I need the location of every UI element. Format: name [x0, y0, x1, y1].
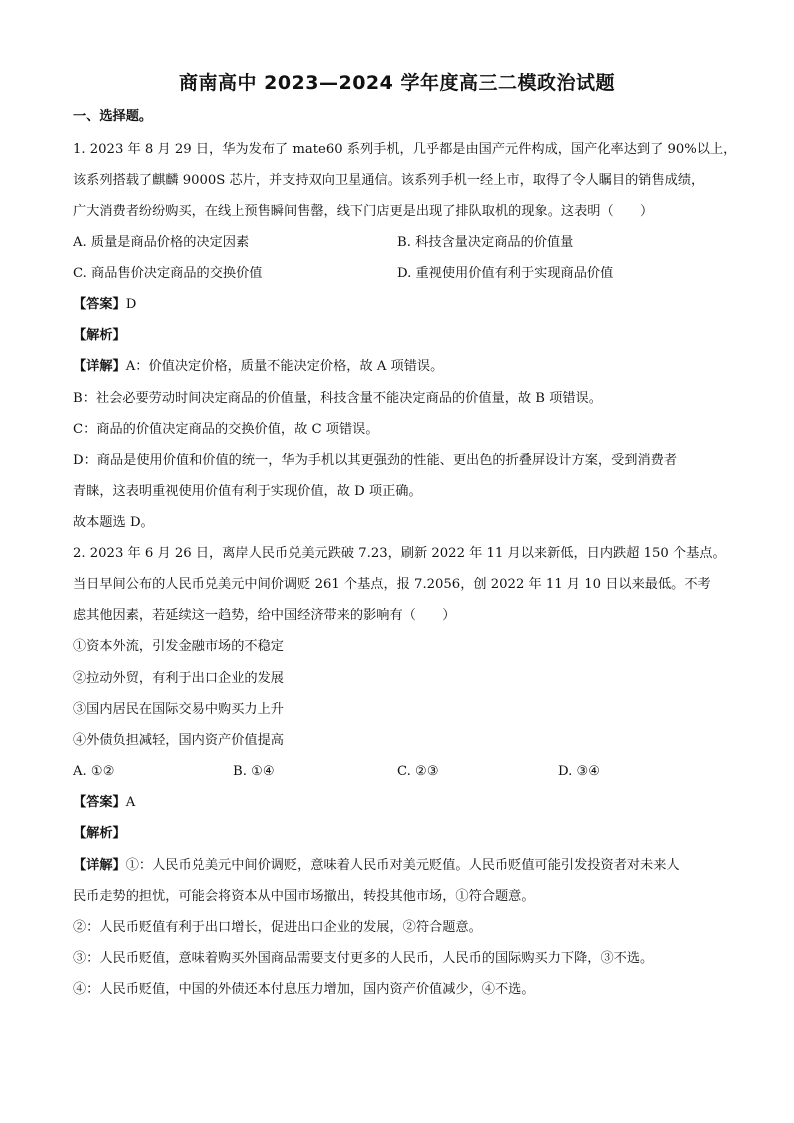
- q1-detail-line: [73, 358, 733, 376]
- q1-option-d: D. 重视使用价值有利于实现商品价值: [397, 266, 614, 281]
- q2-option-b: B. ①④: [233, 764, 275, 779]
- q2-option-d: D. ③④: [558, 764, 601, 779]
- detail-text: ①：人民币兑美元中间价调贬，意味着人民币对美元贬值。人民币贬值可能引发投资者对未来人: [125, 858, 680, 873]
- answer-value: A: [125, 795, 136, 810]
- q2-detail-line: 民币走势的担忧，可能会将资本从中国市场撤出，转投其他市场，①符合题意。: [73, 889, 535, 904]
- q2-detail-line: ④：人民币贬值，中国的外债还本付息压力增加，国内资产价值减少，④不选。: [73, 982, 535, 997]
- answer-label: 【答案】: [73, 297, 126, 312]
- q1-stem-line: 广大消费者纷纷购买，在线上预售瞬间售罄，线下门店更是出现了排队取机的现象。这表明（ ）: [73, 204, 654, 219]
- q2-item-2: ②拉动外贸，有利于出口企业的发展: [73, 671, 284, 686]
- q1-option-b: B. 科技含量决定商品的价值量: [397, 235, 574, 250]
- q2-item-3: ③国内居民在国际交易中购买力上升: [73, 702, 284, 717]
- detail-label: 【详解】: [73, 858, 126, 873]
- q2-detail-line: [73, 857, 733, 875]
- answer-label: 【答案】: [73, 795, 126, 810]
- q2-answer: [73, 794, 733, 812]
- q2-item-1: ①资本外流，引发金融市场的不稳定: [73, 639, 284, 654]
- q2-item-4: ④外债负担减轻，国内资产价值提高: [73, 733, 284, 748]
- q2-detail-line: ②：人民币贬值有利于出口增长，促进出口企业的发展，②符合题意。: [73, 920, 482, 935]
- q2-analysis-label: 【解析】: [73, 826, 126, 841]
- q1-stem-line: 1. 2023 年 8 月 29 日，华为发布了 mate60 系列手机，几乎都是由国产元件构成，国产化率达到了 90%以上，: [73, 142, 737, 157]
- q1-detail-line: C：商品的价值决定商品的交换价值，故 C 项错误。: [73, 422, 379, 437]
- q2-option-a: A. ①②: [73, 764, 115, 779]
- q1-detail-line: D：商品是使用价值和价值的统一，华为手机以其更强劲的性能、更出色的折叠屏设计方案，受到消费者: [73, 453, 678, 468]
- q1-conclusion: 故本题选 D。: [73, 515, 154, 530]
- q1-option-a: A. 质量是商品价格的决定因素: [73, 235, 250, 250]
- exam-title: 商南高中 2023—2024 学年度高三二模政治试题: [179, 72, 615, 94]
- q2-stem-line: 虑其他因素，若延续这一趋势，给中国经济带来的影响有（ ）: [73, 608, 456, 623]
- detail-label: 【详解】: [73, 359, 126, 374]
- q1-detail-line: 青睐，这表明重视使用价值有利于实现价值，故 D 项正确。: [73, 484, 422, 499]
- q2-detail-line: ③：人民币贬值，意味着购买外国商品需要支付更多的人民币，人民币的国际购买力下降，③不选。: [73, 951, 654, 966]
- answer-value: D: [125, 297, 137, 312]
- q1-stem-line: 该系列搭载了麒麟 9000S 芯片，并支持双向卫星通信。该系列手机一经上市，取得了令人瞩目的销售成绩，: [73, 173, 705, 188]
- q2-stem-line: 2. 2023 年 6 月 26 日，离岸人民币兑美元跌破 7.23，刷新 2022 年 11 月以来新低，日内跌超 150 个基点。: [73, 546, 726, 561]
- detail-text: A：价值决定价格，质量不能决定价格，故 A 项错误。: [125, 359, 444, 374]
- q1-detail-line: B：社会必要劳动时间决定商品的价值量，科技含量不能决定商品的价值量，故 B 项错误。: [73, 391, 602, 406]
- q1-analysis-label: 【解析】: [73, 328, 126, 343]
- q2-option-c: C. ②③: [397, 764, 439, 779]
- q2-stem-line: 当日早间公布的人民币兑美元中间价调贬 261 个基点，报 7.2056，创 2022 年 11 月 10 日以来最低。不考: [73, 577, 711, 592]
- q1-option-c: C. 商品售价决定商品的交换价值: [73, 266, 263, 281]
- q1-answer: [73, 296, 733, 314]
- section-heading: 一、选择题。: [73, 109, 153, 124]
